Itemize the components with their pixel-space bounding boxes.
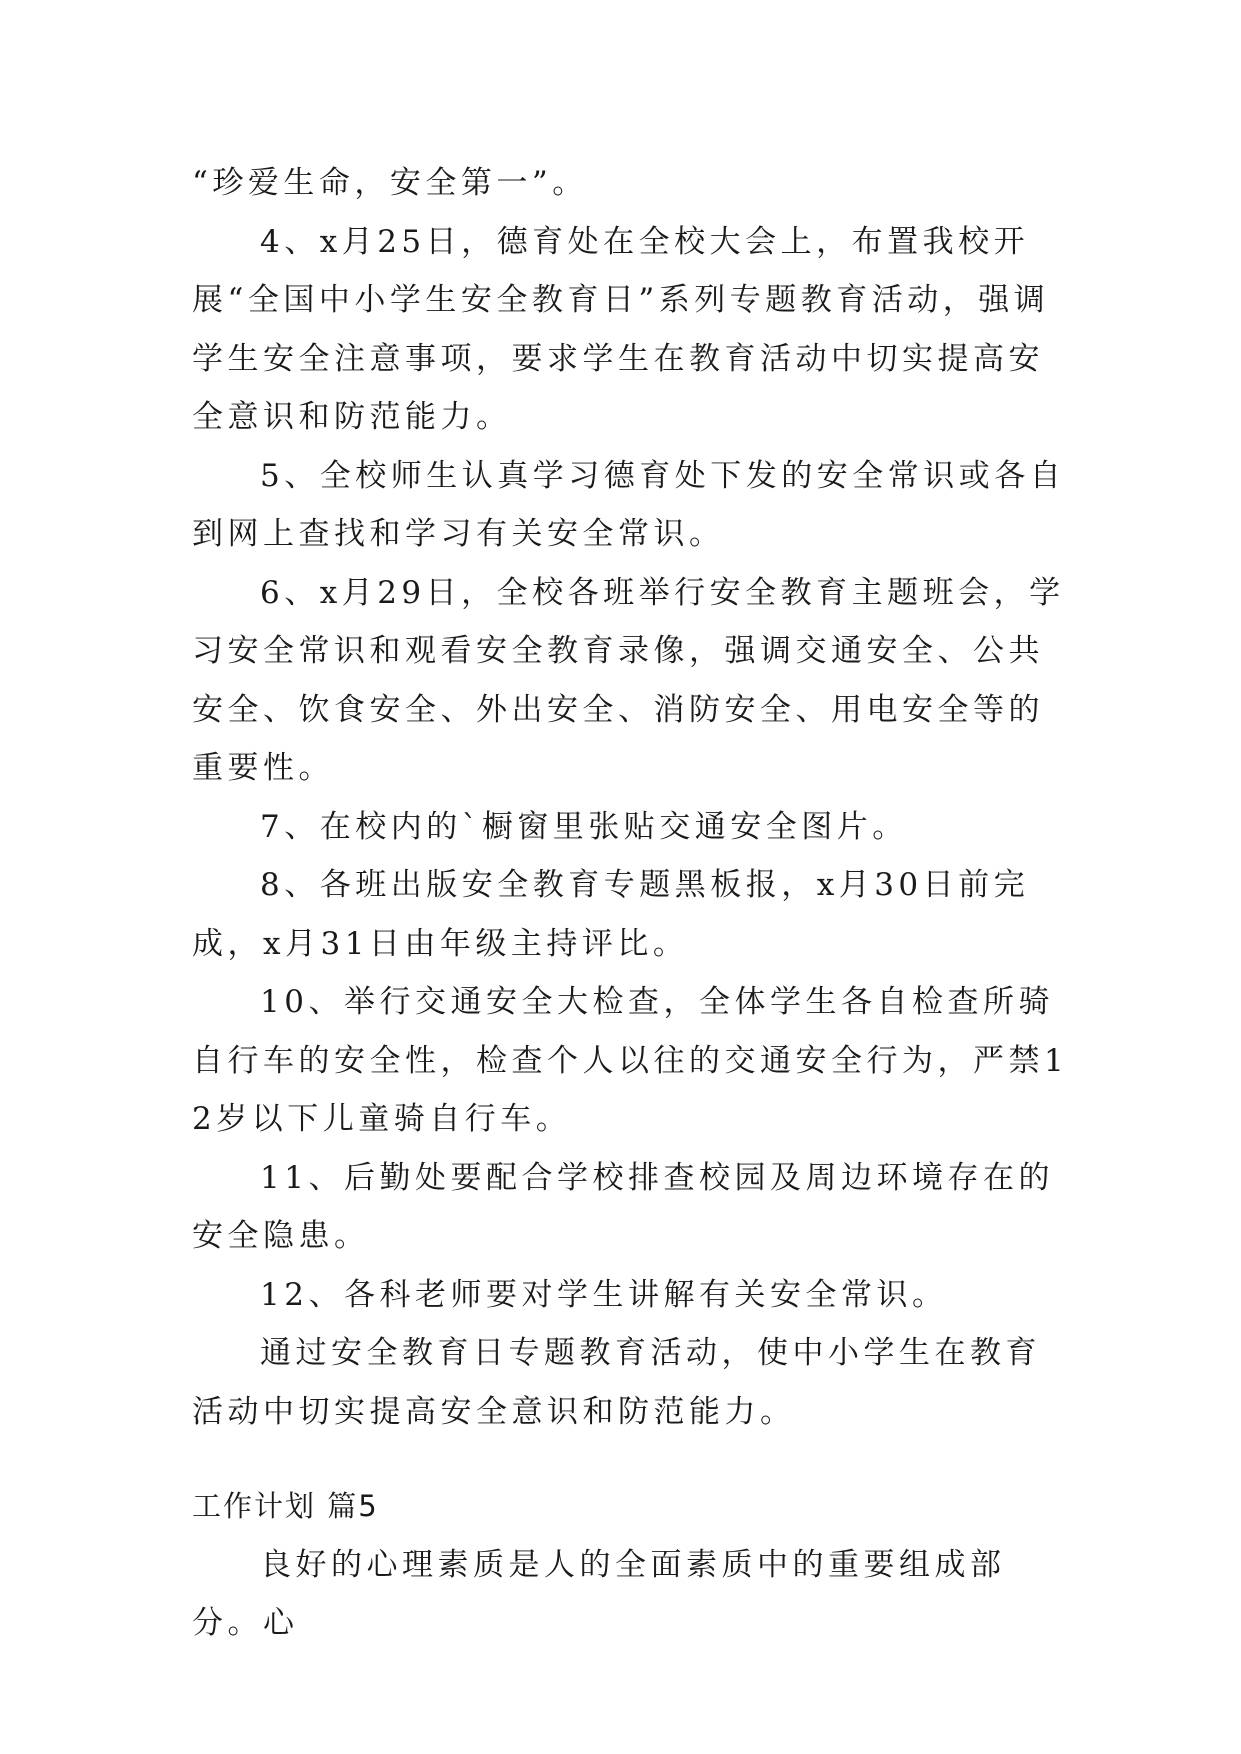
paragraph-item-7: 7、在校内的`橱窗里张贴交通安全图片。 bbox=[260, 808, 908, 845]
paragraph-item-8: 8、各班出版安全教育专题黑板报，x月30日前完成，x月31日由年级主持评比。 bbox=[192, 867, 1030, 962]
paragraph-item-5: 5、全校师生认真学习德育处下发的安全常识或各自到网上查找和学习有关安全常识。 bbox=[192, 457, 1066, 552]
paragraph-item-10: 10、举行交通安全大检查，全体学生各自检查所骑自行车的安全性，检查个人以往的交通安全行为，严禁12岁以下儿童骑自行车。 bbox=[192, 984, 1069, 1137]
paragraph-conclusion: 通过安全教育日专题教育活动，使中小学生在教育活动中切实提高安全意识和防范能力。 bbox=[192, 1335, 1041, 1430]
paragraph-item-12: 12、各科老师要对学生讲解有关安全常识。 bbox=[260, 1276, 948, 1313]
paragraph-item-11: 11、后勤处要配合学校排查校园及周边环境存在的安全隐患。 bbox=[192, 1159, 1054, 1254]
document-body bbox=[192, 154, 1072, 1653]
paragraph-section-intro: 良好的心理素质是人的全面素质中的重要组成部分。心 bbox=[192, 1546, 1006, 1641]
paragraph-quote: “珍爱生命，安全第一”。 bbox=[192, 165, 588, 201]
section-heading: 工作计划 篇5 bbox=[192, 1489, 379, 1523]
paragraph-item-4: 4、x月25日，德育处在全校大会上，布置我校开展“全国中小学生安全教育日”系列专题教育活动，强调学生安全注意事项，要求学生在教育活动中切实提高安全意识和防范能力。 bbox=[192, 223, 1050, 435]
paragraph-item-6: 6、x月29日，全校各班举行安全教育主题班会，学习安全常识和观看安全教育录像，强调交通安全、公共安全、饮食安全、外出安全、消防安全、用电安全等的重要性。 bbox=[192, 574, 1065, 786]
